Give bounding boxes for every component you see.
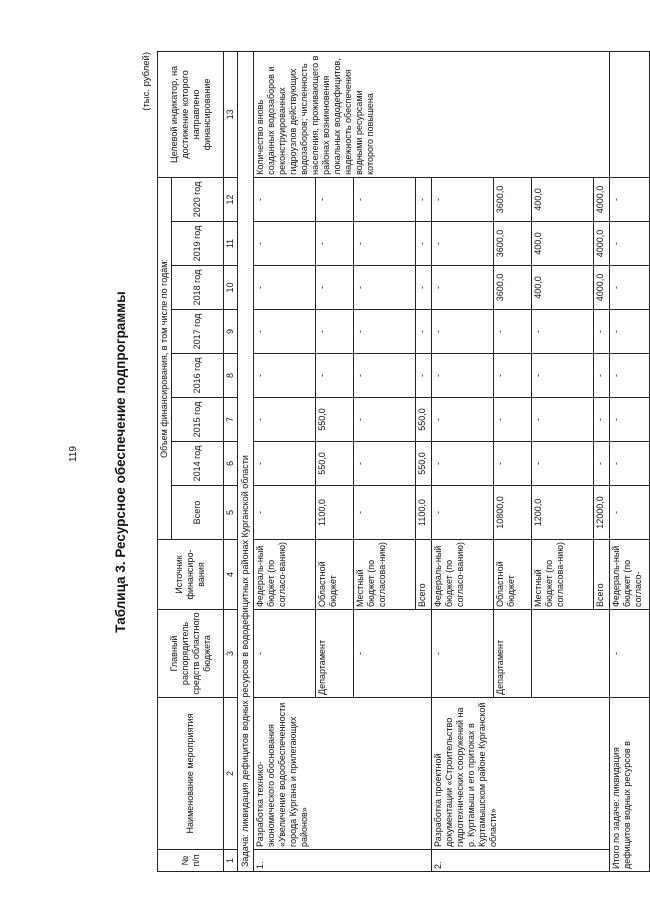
- row-y2016: -: [416, 354, 432, 398]
- row-y2017: -: [532, 310, 594, 354]
- row-manager: Департамент: [316, 610, 354, 698]
- row-y2014: -: [532, 442, 594, 486]
- header-manager: Главный распорядитель средств областного бюджета: [158, 610, 224, 698]
- units-label: (тыс. рублей): [141, 52, 152, 111]
- header-row-1: [158, 51, 172, 871]
- col-number: 8: [224, 354, 238, 398]
- row-indicator-empty: [610, 51, 650, 177]
- header-numbers-row: [224, 51, 238, 871]
- row-y2019: -: [254, 222, 316, 266]
- row-source: Областной бюджет: [316, 540, 354, 610]
- row-y2019: -: [610, 222, 650, 266]
- header-2016: 2016 год: [172, 354, 224, 398]
- row-y2019: -: [416, 222, 432, 266]
- row-manager-empty: [532, 610, 610, 698]
- row-source: Всего: [416, 540, 432, 610]
- header-event: Наименование мероприятия: [158, 698, 224, 850]
- page-number: 119: [68, 446, 79, 462]
- row-num: 1.: [254, 850, 432, 872]
- row-y2018: 4000,0: [594, 266, 610, 310]
- header-2020: 2020 год: [172, 177, 224, 221]
- row-total: 10800,0: [494, 486, 532, 540]
- row-y2018: -: [354, 266, 416, 310]
- row-y2014: -: [432, 442, 494, 486]
- row-total: 12000,0: [594, 486, 610, 540]
- row-event: Итого по задаче: ликвидация дефицитов водных ресурсов в: [610, 698, 650, 872]
- row-y2020: 3600,0: [494, 177, 532, 221]
- row-y2016: -: [316, 354, 354, 398]
- row-y2020: -: [354, 177, 416, 221]
- task-title: Задача: ликвидация дефицитов водных ресурсов в вододефицитных районах Курганской области: [238, 51, 254, 871]
- col-number: 12: [224, 177, 238, 221]
- page-title: Таблица 3. Ресурсное обеспечение подпрограммы: [113, 291, 128, 633]
- row-y2018: -: [316, 266, 354, 310]
- row-manager-dash: -: [432, 610, 494, 698]
- header-indicator: Целевой индикатор, на достижение которого направлено финансирование: [158, 51, 224, 177]
- row-y2015: -: [432, 398, 494, 442]
- row-y2015: -: [610, 398, 650, 442]
- row-y2019: 3600,0: [494, 222, 532, 266]
- row-event: Разработка технико-экономического обоснования «Увеличение водообеспеченности города Кургана и прилегающих районов»: [254, 698, 432, 850]
- row-y2016: -: [594, 354, 610, 398]
- header-num: № п/п: [158, 850, 224, 872]
- row-y2017: -: [594, 310, 610, 354]
- row-y2019: -: [432, 222, 494, 266]
- row-y2014: -: [254, 442, 316, 486]
- row-y2020: -: [610, 177, 650, 221]
- row-y2015: -: [354, 398, 416, 442]
- header-total: Всего: [172, 486, 224, 540]
- row-manager-dash: -: [610, 610, 650, 698]
- row-y2018: 3600,0: [494, 266, 532, 310]
- row-y2017: -: [494, 310, 532, 354]
- col-number: 10: [224, 266, 238, 310]
- row-y2015: 550,0: [316, 398, 354, 442]
- col-number: 2: [224, 698, 238, 850]
- row-source: Местный бюджет (по согласова-нию): [354, 540, 416, 610]
- header-2015: 2015 год: [172, 398, 224, 442]
- row-y2016: -: [254, 354, 316, 398]
- col-number: 3: [224, 610, 238, 698]
- row-y2016: -: [494, 354, 532, 398]
- row-y2020: -: [254, 177, 316, 221]
- col-number: 5: [224, 486, 238, 540]
- row-manager: Департамент: [494, 610, 532, 698]
- col-number: 7: [224, 398, 238, 442]
- row-y2015: -: [594, 398, 610, 442]
- row-y2015: 550,0: [416, 398, 432, 442]
- row-y2020: -: [316, 177, 354, 221]
- row-y2014: -: [610, 442, 650, 486]
- row-y2015: -: [494, 398, 532, 442]
- row-y2020: -: [432, 177, 494, 221]
- row-y2015: -: [532, 398, 594, 442]
- row-y2017: -: [416, 310, 432, 354]
- row-y2018: -: [416, 266, 432, 310]
- row-y2020: -: [416, 177, 432, 221]
- row-y2014: 550,0: [416, 442, 432, 486]
- row-y2014: -: [494, 442, 532, 486]
- row-total: 1100,0: [316, 486, 354, 540]
- row-y2015: -: [254, 398, 316, 442]
- header-2018: 2018 год: [172, 266, 224, 310]
- row-source: Областной бюджет: [494, 540, 532, 610]
- row-total: 1200,0: [532, 486, 594, 540]
- row-source: Всего: [594, 540, 610, 610]
- col-number: 9: [224, 310, 238, 354]
- row-y2019: 4000,0: [594, 222, 610, 266]
- col-number: 1: [224, 850, 238, 872]
- row-y2019: -: [316, 222, 354, 266]
- header-2019: 2019 год: [172, 222, 224, 266]
- table-row: [254, 51, 316, 871]
- row-y2017: -: [432, 310, 494, 354]
- header-source: Источник финансиро-вания: [158, 540, 224, 610]
- row-y2017: -: [610, 310, 650, 354]
- col-number: 11: [224, 222, 238, 266]
- row-total: -: [254, 486, 316, 540]
- header-2014: 2014 год: [172, 442, 224, 486]
- row-y2019: 400,0: [532, 222, 594, 266]
- resource-table: [157, 51, 650, 872]
- header-2017: 2017 год: [172, 310, 224, 354]
- col-number: 6: [224, 442, 238, 486]
- row-num: 2.: [432, 850, 610, 872]
- row-y2016: -: [432, 354, 494, 398]
- row-y2016: -: [532, 354, 594, 398]
- row-source: Федераль-ный бюджет (по согласо-ванию): [432, 540, 494, 610]
- row-source: Местный бюджет (по согласова-нию): [532, 540, 594, 610]
- row-total: 1100,0: [416, 486, 432, 540]
- row-y2016: -: [354, 354, 416, 398]
- row-y2019: -: [354, 222, 416, 266]
- row-y2014: 550,0: [316, 442, 354, 486]
- task-row: [238, 51, 254, 871]
- row-total: -: [610, 486, 650, 540]
- row-y2016: -: [610, 354, 650, 398]
- row-y2018: -: [254, 266, 316, 310]
- row-y2018: -: [432, 266, 494, 310]
- row-y2017: -: [316, 310, 354, 354]
- rotated-page-content: [113, 52, 643, 872]
- row-total: -: [354, 486, 416, 540]
- row-y2017: -: [354, 310, 416, 354]
- header-funding-group: Объем финансирования, в том числе по годам:: [158, 177, 172, 539]
- row-y2018: -: [610, 266, 650, 310]
- row-total: -: [432, 486, 494, 540]
- row-y2018: 400,0: [532, 266, 594, 310]
- row-indicator: Количество вновь созданных водозаборов и реконструированных гидроузлов действующих водозаборов; численность населения, проживающего в районах возникновения локальных вододефицитов, надежность обеспечения водными ресурсами которого повышена: [254, 51, 610, 177]
- table-row: [610, 51, 650, 871]
- col-number: 13: [224, 51, 238, 177]
- row-y2020: 400,0: [532, 177, 594, 221]
- row-manager-dash: -: [354, 610, 432, 698]
- row-source: Федераль-ный бюджет (по согласо-: [610, 540, 650, 610]
- row-y2014: -: [354, 442, 416, 486]
- row-y2014: -: [594, 442, 610, 486]
- row-y2020: 4000,0: [594, 177, 610, 221]
- row-event: Разработка проектной документации «Строительство гидротехнических сооружений на р. Куртамыш и его притоках в Куртамышском районе Курганской области»: [432, 698, 610, 850]
- row-manager-dash: -: [254, 610, 316, 698]
- row-y2017: -: [254, 310, 316, 354]
- col-number: 4: [224, 540, 238, 610]
- row-source: Федераль-ный бюджет (по согласо-ванию): [254, 540, 316, 610]
